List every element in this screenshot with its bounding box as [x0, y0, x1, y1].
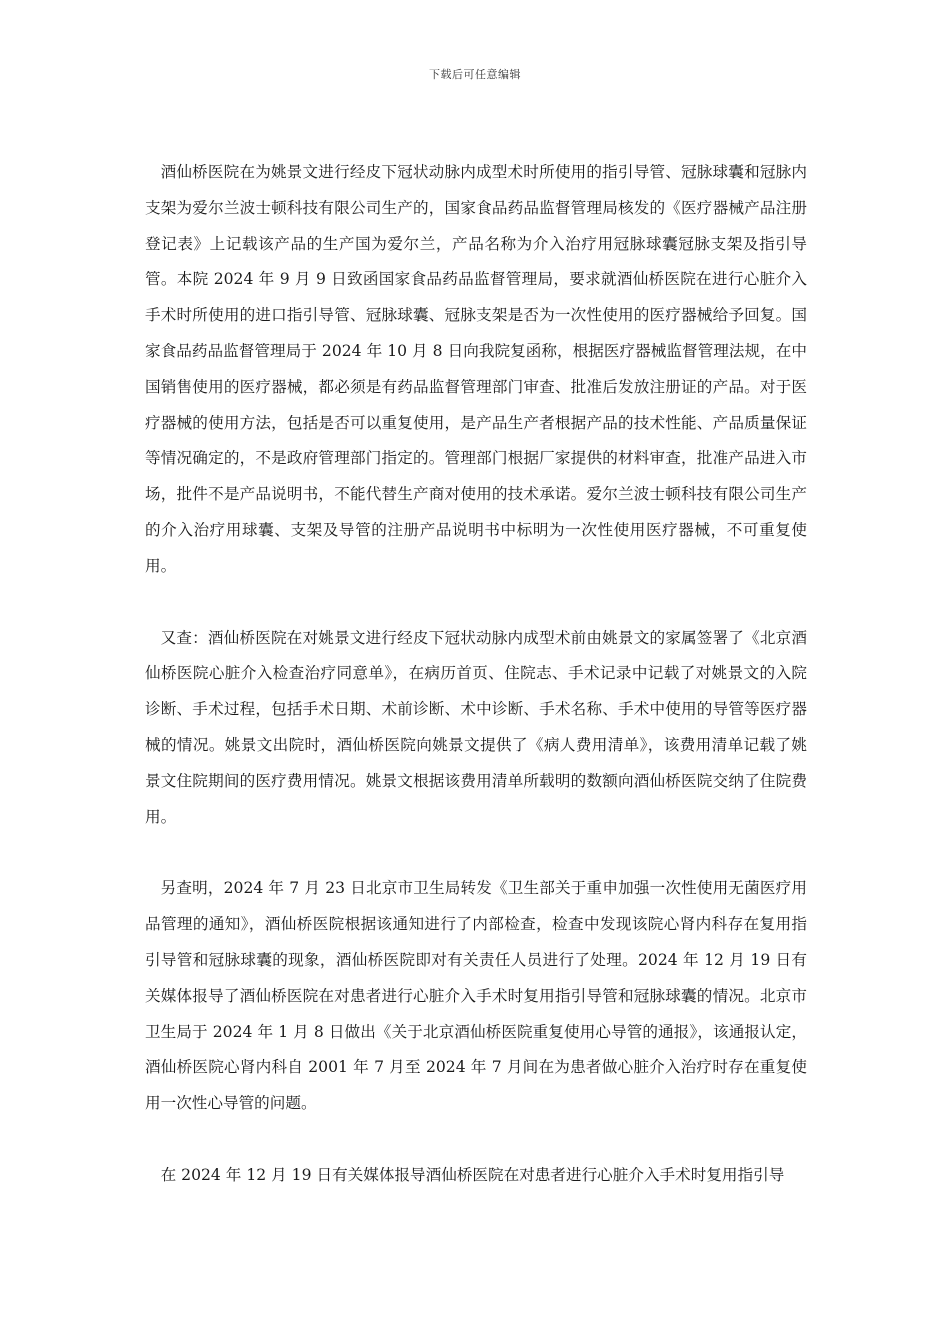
document-body	[145, 155, 807, 1230]
paragraph-main-findings: 酒仙桥医院在为姚景文进行经皮下冠状动脉内成型术时所使用的指引导管、冠脉球囊和冠脉内支架为爱尔兰波士顿科技有限公司生产的，国家食品药品监督管理局核发的《医疗器械产品注册登记表》上记载该产品的生产国为爱尔兰，产品名称为介入治疗用冠脉球囊冠脉支架及指引导管。本院 2024 年 9 月 9 日致函国家食品药品监督管理局，要求就酒仙桥医院在进行心脏介入手术时所使用的进口指引导管、冠脉球囊、冠脉支架是否为一次性使用的医疗器械给予回复。国家食品药品监督管理局于 2024 年 10 月 8 日向我院复函称，根据医疗器械监督管理法规，在中国销售使用的医疗器械，都必须是有药品监督管理部门审查、批准后发放注册证的产品。对于医疗器械的使用方法，包括是否可以重复使用，是产品生产者根据产品的技术性能、产品质量保证等情况确定的，不是政府管理部门指定的。管理部门根据厂家提供的材料审查，批准产品进入市场，批件不是产品说明书，不能代替生产商对使用的技术承诺。爱尔兰波士顿科技有限公司生产的介入治疗用球囊、支架及导管的注册产品说明书中标明为一次性使用医疗器械，不可重复使用。	[145, 163, 807, 575]
page-header: 下载后可任意编辑	[429, 68, 521, 81]
paragraph-further-findings: 又查：酒仙桥医院在对姚景文进行经皮下冠状动脉内成型术前由姚景文的家属签署了《北京酒仙桥医院心脏介入检查治疗同意单》，在病历首页、住院志、手术记录中记载了对姚景文的入院诊断、手术过程，包括手术日期、术前诊断、术中诊断、手术名称、手术中使用的导管等医疗器械的情况。姚景文出院时，酒仙桥医院向姚景文提供了《病人费用清单》，该费用清单记载了姚景文住院期间的医疗费用情况。姚景文根据该费用清单所载明的数额向酒仙桥医院交纳了住院费用。	[145, 628, 807, 826]
paragraph-media-report: 在 2024 年 12 月 19 日有关媒体报导酒仙桥医院在对患者进行心脏介入手术时复用指引导	[160, 1165, 785, 1184]
paragraph-additional-findings: 另查明，2024 年 7 月 23 日北京市卫生局转发《卫生部关于重申加强一次性使用无菌医疗用品管理的通知》，酒仙桥医院根据该通知进行了内部检查，检查中发现该院心肾内科存在复用指引导管和冠脉球囊的现象，酒仙桥医院即对有关责任人员进行了处理。2024 年 12 月 19 日有关媒体报导了酒仙桥医院在对患者进行心脏介入手术时复用指引导管和冠脉球囊的情况。北京市卫生局于 2024 年 1 月 8 日做出《关于北京酒仙桥医院重复使用心导管的通报》，该通报认定，酒仙桥医院心肾内科自 2001 年 7 月至 2024 年 7 月间在为患者做心脏介入治疗时存在重复使用一次性心导管的问题。	[145, 879, 807, 1113]
